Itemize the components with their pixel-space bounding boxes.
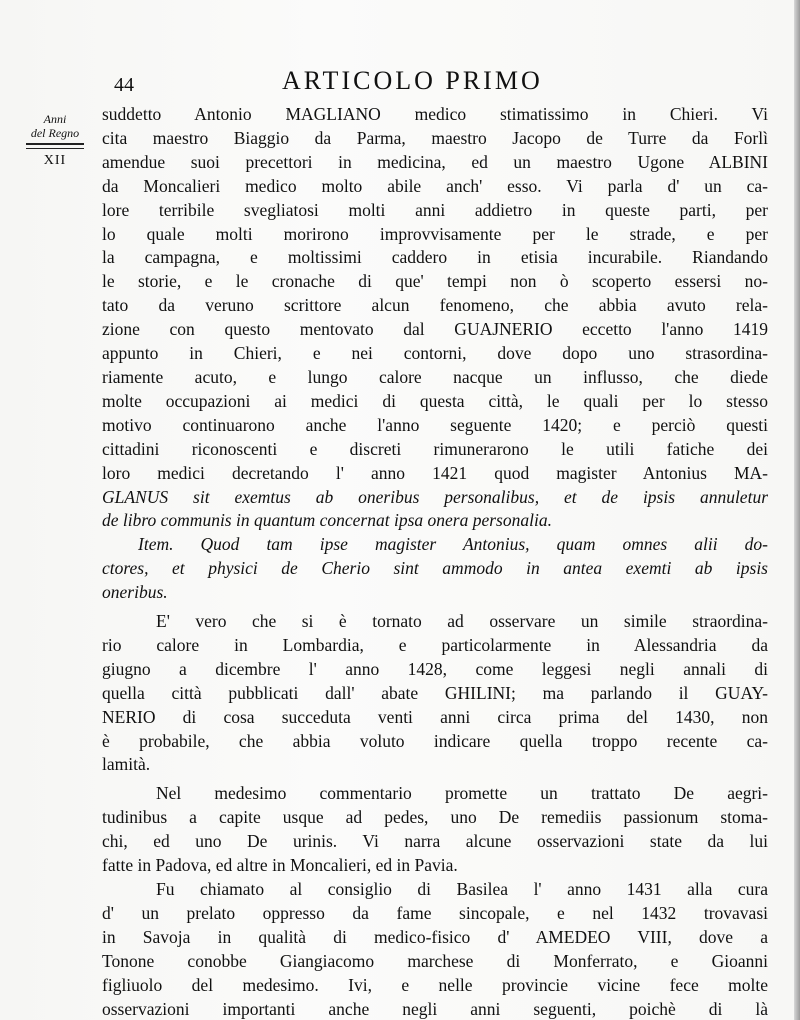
- page-edge: [794, 0, 800, 1020]
- text-line: cita maestro Biaggio da Parma, maestro Jacopo de Turre da Forlì: [102, 127, 768, 148]
- text-line: molte occupazioni ai medici di questa città, le quali per lo stesso: [102, 390, 768, 411]
- text-line: osservazioni importanti anche negli anni seguenti, poichè di là: [102, 998, 768, 1019]
- margin-note-regno: del Regno: [30, 126, 80, 140]
- text-line: le storie, e le cronache di que' tempi non ò scoperto essersi no-: [102, 271, 768, 292]
- text-line: d' un prelato oppresso da fame sincopale, e nel 1432 trovavasi: [102, 902, 768, 923]
- text-line: Tonone conobbe Giangiacomo marchese di Monferrato, e Gioanni: [102, 950, 768, 971]
- text-line: suddetto Antonio MAGLIANO medico stimatissimo in Chieri. Vi: [102, 104, 768, 124]
- margin-note-chapter: XII: [43, 153, 67, 168]
- text-line: da Moncalieri medico molto abile anch' esso. Vi parla d' un ca-: [102, 175, 768, 196]
- text-line: E' vero che si è tornato ad osservare un simile straordina-: [156, 611, 768, 632]
- text-line: lamità.: [102, 754, 151, 775]
- margin-note-rule: [26, 143, 84, 149]
- text-line: è probabile, che abbia voluto indicare quella troppo recente ca-: [102, 730, 768, 751]
- text-line: tudinibus a capite usque ad pedes, uno De remediis passionum stoma-: [102, 807, 768, 828]
- body-text: [102, 103, 768, 1020]
- text-line: fatte in Padova, ed altre in Moncalieri, ed in Pavia.: [102, 855, 458, 876]
- text-line: zione con questo mentovato dal GUAJNERIO eccetto l'anno 1419: [102, 319, 768, 340]
- text-line: cittadini riconoscenti e discreti rimunerarono le utili fatiche dei: [102, 438, 768, 459]
- text-line: lore terribile svegliatosi molti anni addietro in queste parti, per: [102, 199, 768, 220]
- text-line: Fu chiamato al consiglio di Basilea l' anno 1431 alla cura: [156, 879, 768, 899]
- running-head: ARTICOLO PRIMO: [282, 66, 543, 95]
- text-line: GLANUS sit exemtus ab oneribus personalibus, et de ipsis annuletur: [102, 486, 768, 507]
- text-line: in Savoja in qualità di medico-fisico d' AMEDEO VIII, dove a: [102, 926, 768, 947]
- text-line: riamente acuto, e lungo calore nacque un influsso, che diede: [102, 366, 768, 387]
- text-line: NERIO di cosa succeduta venti anni circa prima del 1430, non: [102, 706, 768, 727]
- margin-note-anni: Anni: [43, 112, 67, 126]
- text-line: oneribus.: [102, 582, 168, 603]
- text-line: amendue suoi precettori in medicina, ed un maestro Ugone ALBINI: [102, 151, 768, 172]
- text-line: tato da veruno scrittore alcun fenomeno, che abbia avuto rela-: [102, 295, 768, 316]
- text-line: loro medici decretando l' anno 1421 quod magister Antonius MA-: [102, 462, 768, 483]
- text-line: figliuolo del medesimo. Ivi, e nelle provincie vicine fece molte: [102, 974, 768, 995]
- text-line: lo quale molti morirono improvvisamente per le strade, e per: [102, 223, 768, 244]
- text-line: la campagna, e moltissimi caddero in etisia incurabile. Riandando: [102, 247, 768, 268]
- text-line: rio calore in Lombardia, e particolarmente in Alessandria da: [102, 634, 768, 655]
- text-line: motivo continuarono anche l'anno seguente 1420; e perciò questi: [102, 414, 768, 435]
- page-header: [92, 66, 782, 102]
- text-line: chi, ed uno De urinis. Vi narra alcune osservazioni state da lui: [102, 831, 768, 852]
- text-line: Nel medesimo commentario promette un trattato De aegri-: [156, 783, 768, 804]
- page-number: 44: [114, 74, 134, 96]
- text-line: quella città pubblicati dall' abate GHILINI; ma parlando il GUAY-: [102, 682, 768, 703]
- margin-note: [20, 112, 90, 169]
- text-line: de libro communis in quantum concernat ipsa onera personalia.: [102, 510, 552, 531]
- text-line: Item. Quod tam ipse magister Antonius, quam omnes alii do-: [138, 534, 768, 555]
- text-line: giugno a dicembre l' anno 1428, come leggesi negli annali di: [102, 658, 768, 679]
- text-line: ctores, et physici de Cherio sint ammodo in antea exemti ab ipsis: [102, 558, 768, 579]
- text-line: appunto in Chieri, e nei contorni, dove dopo uno strasordina-: [102, 343, 768, 364]
